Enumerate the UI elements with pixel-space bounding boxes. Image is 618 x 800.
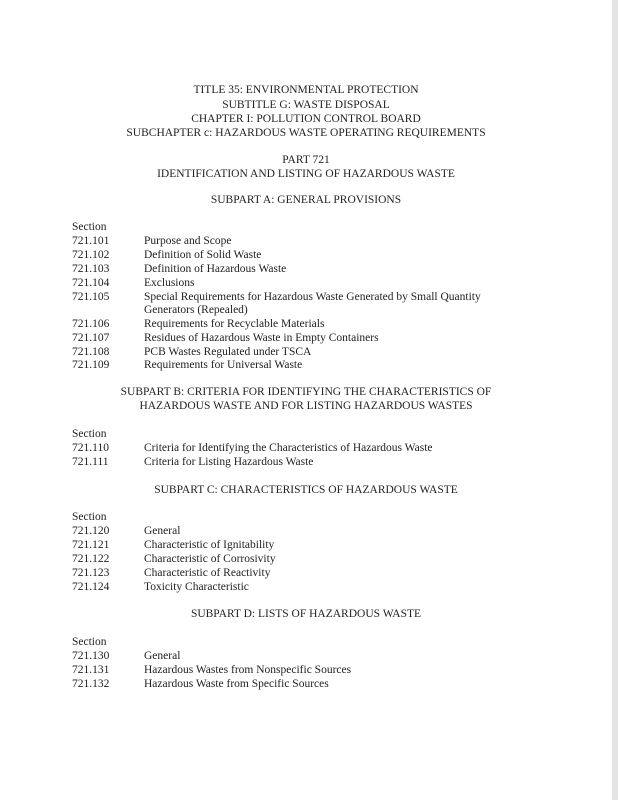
section-title: Requirements for Universal Waste (144, 359, 303, 371)
part-number: PART 721 (282, 154, 330, 166)
section-number: 721.101 (72, 235, 110, 247)
section-number: 721.132 (72, 678, 110, 690)
section-number: 721.111 (72, 456, 109, 468)
section-title: Requirements for Recyclable Materials (144, 318, 325, 330)
subpart-c-heading: SUBPART C: CHARACTERISTICS OF HAZARDOUS WASTE (154, 484, 458, 496)
section-title: Exclusions (144, 277, 195, 289)
section-number: 721.106 (72, 318, 110, 330)
subtitle-line: SUBTITLE G: WASTE DISPOSAL (222, 99, 390, 111)
subchapter-line: SUBCHAPTER c: HAZARDOUS WASTE OPERATING REQUIREMENTS (126, 127, 486, 139)
section-title: Characteristic of Corrosivity (144, 553, 276, 565)
section-title: Special Requirements for Hazardous Waste Generated by Small Quantity (144, 291, 481, 303)
section-title: Definition of Hazardous Waste (144, 263, 287, 275)
section-title: PCB Wastes Regulated under TSCA (144, 346, 312, 358)
section-number: 721.123 (72, 567, 110, 579)
subpart-b-section-label: Section (72, 428, 107, 440)
subpart-d-heading: SUBPART D: LISTS OF HAZARDOUS WASTE (190, 608, 422, 620)
section-title: Hazardous Waste from Specific Sources (144, 678, 329, 690)
section-number: 721.120 (72, 525, 110, 537)
section-number: 721.109 (72, 359, 110, 371)
section-title: General (144, 650, 181, 662)
chapter-line: CHAPTER I: POLLUTION CONTROL BOARD (191, 113, 421, 125)
subpart-d-section-label: Section (72, 636, 107, 648)
section-title: Residues of Hazardous Waste in Empty Containers (144, 332, 379, 344)
section-number: 721.108 (72, 346, 110, 358)
section-number: 721.121 (72, 539, 110, 551)
section-title: Definition of Solid Waste (144, 249, 262, 261)
section-title: General (144, 525, 181, 537)
subpart-a-section-label: Section (72, 221, 107, 233)
subpart-a-heading: SUBPART A: GENERAL PROVISIONS (210, 194, 402, 206)
section-number: 721.122 (72, 553, 110, 565)
section-number: 721.102 (72, 249, 110, 261)
section-title: Purpose and Scope (144, 235, 232, 247)
part-title: IDENTIFICATION AND LISTING OF HAZARDOUS WASTE (157, 168, 455, 180)
title-line: TITLE 35: ENVIRONMENTAL PROTECTION (193, 84, 419, 96)
section-title: Toxicity Characteristic (144, 581, 249, 593)
section-number: 721.104 (72, 277, 110, 289)
section-title: Characteristic of Reactivity (144, 567, 271, 579)
section-title: Hazardous Wastes from Nonspecific Sources (144, 664, 352, 676)
section-number: 721.110 (72, 442, 109, 454)
section-number: 721.131 (72, 664, 110, 676)
page-edge-shadow (612, 0, 618, 800)
subpart-b-heading-line2: HAZARDOUS WASTE AND FOR LISTING HAZARDOUS WASTES (139, 400, 473, 412)
section-title: Criteria for Listing Hazardous Waste (144, 456, 314, 468)
subpart-c-section-label: Section (72, 511, 107, 523)
subpart-b-heading: SUBPART B: CRITERIA FOR IDENTIFYING THE CHARACTERISTICS OF (120, 386, 492, 398)
section-number: 721.107 (72, 332, 110, 344)
section-title: Characteristic of Ignitability (144, 539, 275, 551)
section-number: 721.130 (72, 650, 110, 662)
section-title: Criteria for Identifying the Characteristics of Hazardous Waste (144, 442, 433, 454)
section-number: 721.105 (72, 291, 110, 303)
section-number: 721.103 (72, 263, 110, 275)
section-title-continuation: Generators (Repealed) (144, 304, 248, 316)
section-number: 721.124 (72, 581, 110, 593)
